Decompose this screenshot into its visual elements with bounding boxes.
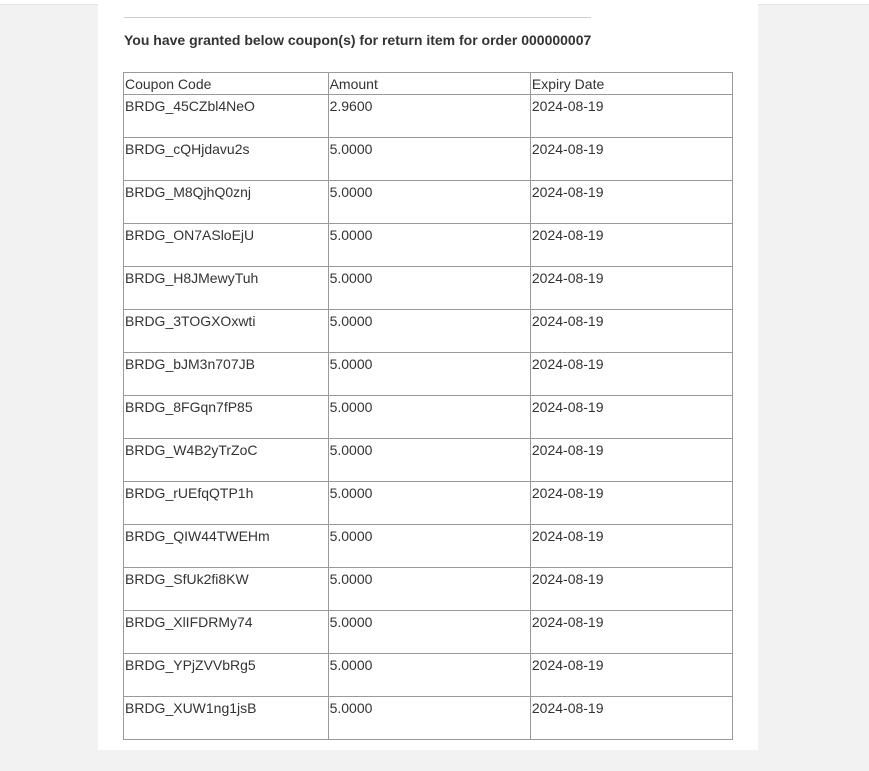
amount-cell: 5.0000 — [328, 138, 530, 181]
coupon-code-cell: BRDG_bJM3n707JB — [124, 353, 329, 396]
amount-cell: 5.0000 — [328, 697, 530, 740]
expiry-date-cell: 2024-08-19 — [530, 95, 732, 138]
coupon-code-cell: BRDG_QIW44TWEHm — [124, 525, 329, 568]
table-row — [124, 138, 733, 181]
coupon-code-cell: BRDG_ON7ASloEjU — [124, 224, 329, 267]
amount-cell: 2.9600 — [328, 95, 530, 138]
coupon-code-cell: BRDG_H8JMewyTuh — [124, 267, 329, 310]
coupon-email-card — [98, 0, 758, 750]
coupon-code-cell: BRDG_YPjZVVbRg5 — [124, 654, 329, 697]
divider — [124, 17, 591, 18]
table-row — [124, 353, 733, 396]
table-row — [124, 482, 733, 525]
table-row — [124, 95, 733, 138]
header-expiry-date: Expiry Date — [530, 73, 732, 95]
coupon-code-cell: BRDG_rUEfqQTP1h — [124, 482, 329, 525]
coupon-table — [123, 72, 733, 740]
coupon-code-cell: BRDG_XlIFDRMy74 — [124, 611, 329, 654]
amount-cell: 5.0000 — [328, 525, 530, 568]
coupon-code-cell: BRDG_3TOGXOxwti — [124, 310, 329, 353]
header-coupon-code: Coupon Code — [124, 73, 329, 95]
coupon-message: You have granted below coupon(s) for return item for order 000000007 — [124, 32, 592, 48]
expiry-date-cell: 2024-08-19 — [530, 181, 732, 224]
coupon-code-cell: BRDG_SfUk2fi8KW — [124, 568, 329, 611]
table-row — [124, 396, 733, 439]
amount-cell: 5.0000 — [328, 224, 530, 267]
table-row — [124, 697, 733, 740]
amount-cell: 5.0000 — [328, 439, 530, 482]
expiry-date-cell: 2024-08-19 — [530, 568, 732, 611]
amount-cell: 5.0000 — [328, 310, 530, 353]
table-header-row — [124, 73, 733, 95]
expiry-date-cell: 2024-08-19 — [530, 482, 732, 525]
table-row — [124, 525, 733, 568]
table-row — [124, 654, 733, 697]
header-amount: Amount — [328, 73, 530, 95]
expiry-date-cell: 2024-08-19 — [530, 267, 732, 310]
amount-cell: 5.0000 — [328, 353, 530, 396]
table-row — [124, 310, 733, 353]
coupon-code-cell: BRDG_8FGqn7fP85 — [124, 396, 329, 439]
expiry-date-cell: 2024-08-19 — [530, 138, 732, 181]
expiry-date-cell: 2024-08-19 — [530, 310, 732, 353]
coupon-code-cell: BRDG_XUW1ng1jsB — [124, 697, 329, 740]
amount-cell: 5.0000 — [328, 654, 530, 697]
coupon-code-cell: BRDG_M8QjhQ0znj — [124, 181, 329, 224]
expiry-date-cell: 2024-08-19 — [530, 353, 732, 396]
amount-cell: 5.0000 — [328, 611, 530, 654]
expiry-date-cell: 2024-08-19 — [530, 396, 732, 439]
expiry-date-cell: 2024-08-19 — [530, 525, 732, 568]
table-row — [124, 439, 733, 482]
amount-cell: 5.0000 — [328, 568, 530, 611]
expiry-date-cell: 2024-08-19 — [530, 439, 732, 482]
expiry-date-cell: 2024-08-19 — [530, 654, 732, 697]
amount-cell: 5.0000 — [328, 267, 530, 310]
amount-cell: 5.0000 — [328, 396, 530, 439]
expiry-date-cell: 2024-08-19 — [530, 697, 732, 740]
coupon-code-cell: BRDG_45CZbl4NeO — [124, 95, 329, 138]
amount-cell: 5.0000 — [328, 181, 530, 224]
table-row — [124, 611, 733, 654]
table-row — [124, 181, 733, 224]
coupon-code-cell: BRDG_cQHjdavu2s — [124, 138, 329, 181]
expiry-date-cell: 2024-08-19 — [530, 224, 732, 267]
amount-cell: 5.0000 — [328, 482, 530, 525]
coupon-code-cell: BRDG_W4B2yTrZoC — [124, 439, 329, 482]
table-row — [124, 267, 733, 310]
expiry-date-cell: 2024-08-19 — [530, 611, 732, 654]
table-row — [124, 224, 733, 267]
table-row — [124, 568, 733, 611]
